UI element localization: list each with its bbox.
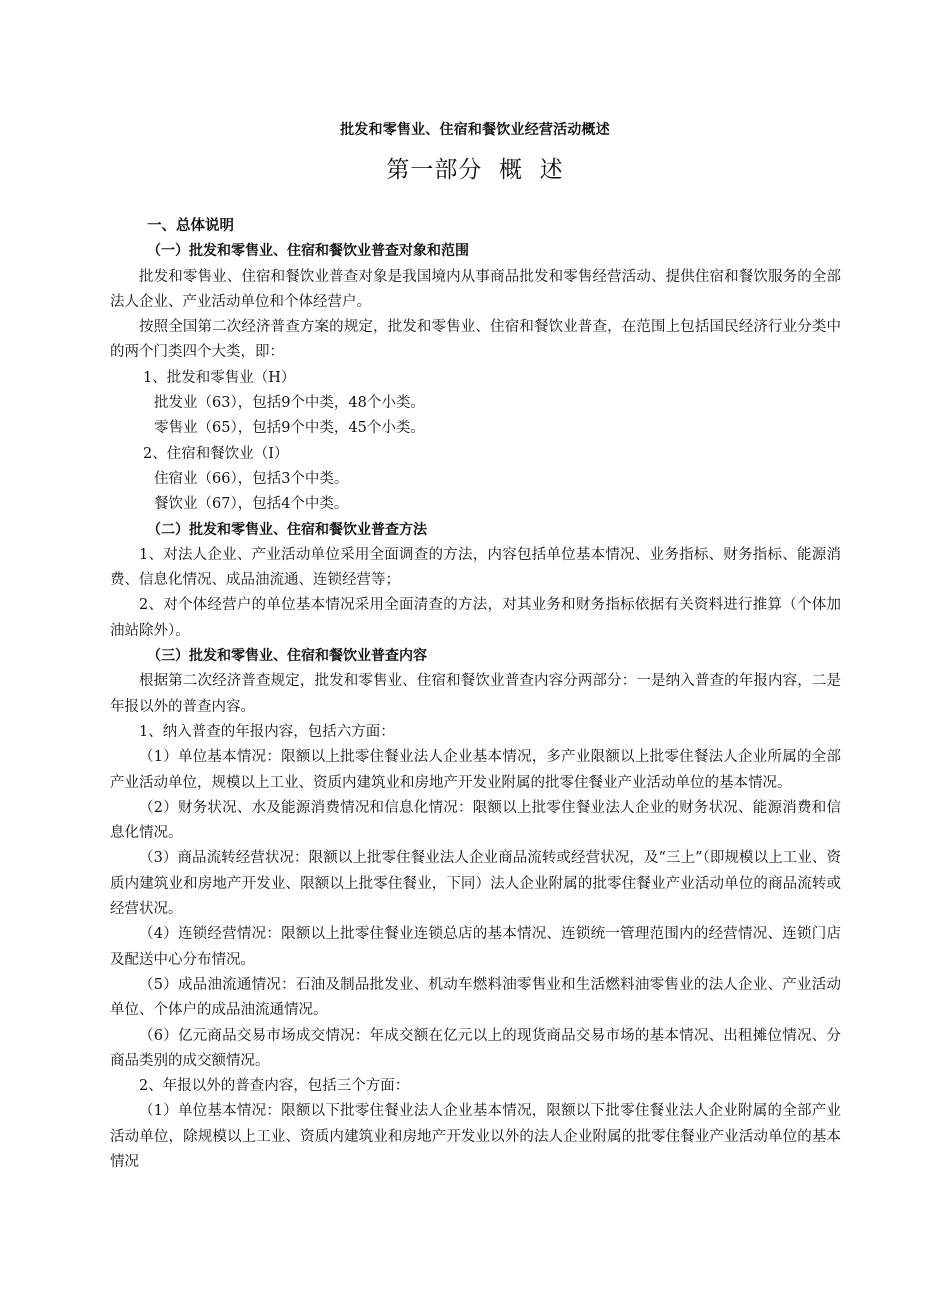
paragraph-content-item-4: （4）连锁经营情况：限额以上批零住餐业连锁总店的基本情况、连锁统一管理范围内的经营情况、连锁门店及配送中心分布情况。 [110,926,841,968]
paragraph-content-item-1: （1）单位基本情况：限额以上批零住餐业法人企业基本情况，多产业限额以上批零住餐法人企业所属的全部产业活动单位，规模以上工业、资质内建筑业和房地产开发业附属的批零住餐业产业活动单位的基本情况。 [110,749,841,791]
paragraph-content-item-3: （3）商品流转经营状况：限额以上批零住餐业法人企业商品流转或经营状况，及“三上”（即规模以上工业、资质内建筑业和房地产开发业、限额以上批零住餐业，下同）法人企业附属的批零住餐业产业活动单位的商品流转或经营状况。 [110,850,841,918]
subsection-heading-content: （三）批发和零售业、住宿和餐饮业普查内容 [147,648,427,665]
subsection-heading-method: （二）批发和零售业、住宿和餐饮业普查方法 [147,521,427,538]
paragraph-scope-range: 按照全国第二次经济普查方案的规定，批发和零售业、住宿和餐饮业普查，在范围上包括国民经济行业分类中的两个门类四个大类，即： [110,319,841,361]
list-item-accommodation-catering: 2、住宿和餐饮业（I） [143,445,289,462]
document-header: 批发和零售业、住宿和餐饮业经营活动概述 [340,122,610,138]
section-heading-general: 一、总体说明 [147,218,234,234]
paragraph-method-legal-entities: 1、对法人企业、产业活动单位采用全面调查的方法，内容包括单位基本情况、业务指标、财务指标、能源消费、信息化情况、成品油流通、连锁经营等； [110,546,841,589]
paragraph-content-intro: 根据第二次经济普查规定，批发和零售业、住宿和餐饮业普查内容分两部分：一是纳入普查的年报内容，二是年报以外的普查内容。 [110,673,841,715]
document-body [110,214,841,1175]
paragraph-content-annual-report: 1、纳入普查的年报内容，包括六方面： [139,723,395,740]
document-title: 第一部分 概 述 [386,157,564,183]
subsection-heading-scope: （一）批发和零售业、住宿和餐饮业普查对象和范围 [147,243,469,260]
paragraph-content-item-5: （5）成品油流通情况：石油及制品批发业、机动车燃料油零售业和生活燃料油零售业的法人企业、产业活动单位、个体户的成品油流通情况。 [110,976,841,1019]
list-subitem-wholesale: 批发业（63），包括9个中类，48个小类。 [154,395,425,412]
list-subitem-accommodation: 住宿业（66），包括3个中类。 [154,470,349,487]
paragraph-content-item-2: （2）财务状况、水及能源消费情况和信息化情况：限额以上批零住餐业法人企业的财务状况、能源消费和信息化情况。 [110,799,841,842]
list-subitem-retail: 零售业（65），包括9个中类，45个小类。 [154,420,425,437]
paragraph-method-individual-households: 2、对个体经营户的单位基本情况采用全面清查的方法，对其业务和财务指标依据有关资料进行推算（个体加油站除外）。 [110,597,841,639]
list-item-wholesale-retail: 1、批发和零售业（H） [143,369,296,386]
paragraph-content-non-annual-item-1: （1）单位基本情况：限额以下批零住餐业法人企业基本情况，限额以下批零住餐业法人企业附属的全部产业活动单位，除规模以上工业、资质内建筑业和房地产开发业以外的法人企业附属的批零住餐业产业活动单位的基本情况 [110,1103,841,1170]
paragraph-scope-objects: 批发和零售业、住宿和餐饮业普查对象是我国境内从事商品批发和零售经营活动、提供住宿和餐饮服务的全部法人企业、产业活动单位和个体经营户。 [110,268,841,310]
paragraph-content-item-6: （6）亿元商品交易市场成交情况：年成交额在亿元以上的现货商品交易市场的基本情况、出租摊位情况、分商品类别的成交额情况。 [110,1027,841,1069]
list-subitem-catering: 餐饮业（67），包括4个中类。 [154,496,349,513]
paragraph-content-non-annual: 2、年报以外的普查内容，包括三个方面： [139,1078,410,1095]
